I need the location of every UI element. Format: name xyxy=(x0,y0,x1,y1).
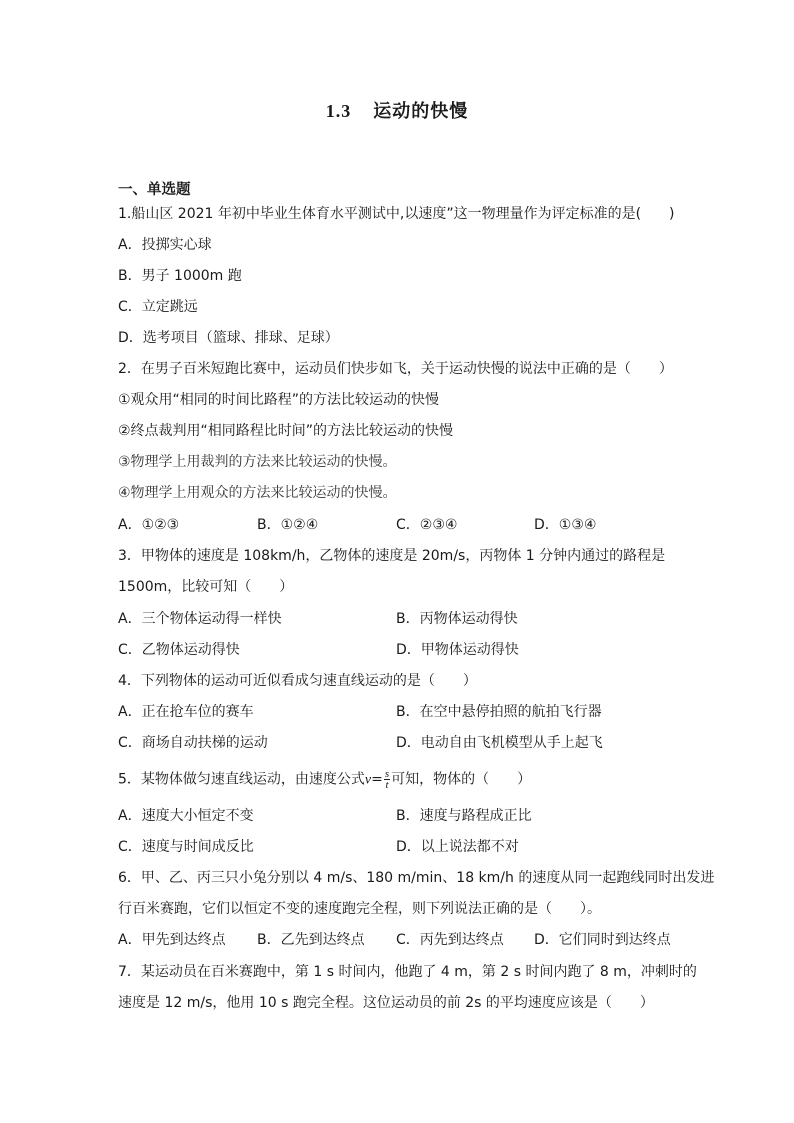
question-1-option-c: C．立定跳远 xyxy=(118,299,198,315)
question-4-stem: 4．下列物体的运动可近似看成匀速直线运动的是（ ） xyxy=(118,673,477,689)
question-4-option-c: C．商场自动扶梯的运动 xyxy=(118,735,268,751)
question-3-option-c: C．乙物体运动得快 xyxy=(118,642,240,658)
formula-equals: = xyxy=(371,771,383,788)
question-2-option-a: A．①②③ xyxy=(118,517,180,533)
question-6-stem-line-1: 6．甲、乙、丙三只小兔分别以 4 m/s、180 m/min、18 km/h 的速度从同一起跑线同时出发进 xyxy=(118,870,715,886)
question-6-option-c: C．丙先到达终点 xyxy=(396,932,504,948)
lesson-number: 1.3 xyxy=(325,101,352,121)
question-6-option-a: A．甲先到达终点 xyxy=(118,932,226,948)
question-5-stem-prefix: 5．某物体做匀速直线运动，由速度公式 xyxy=(118,771,365,788)
question-1-option-a: A．投掷实心球 xyxy=(118,237,212,253)
question-6-stem-line-2: 行百米赛跑，它们以恒定不变的速度跑完全程，则下列说法正确的是（ ）。 xyxy=(118,901,601,917)
page-title xyxy=(0,97,794,123)
question-3-stem-line-1: 3．甲物体的速度是 108km/h，乙物体的速度是 20m/s，丙物体 1 分钟内通过的路程是 xyxy=(118,548,666,564)
question-2-option-c: C．②③④ xyxy=(396,517,458,533)
question-2-statement-2: ②终点裁判用“相同路程比时间”的方法比较运动的快慢 xyxy=(118,423,454,439)
section-heading: 一、单选题 xyxy=(118,182,191,198)
question-3-option-a: A．三个物体运动得一样快 xyxy=(118,611,282,627)
formula-fraction xyxy=(384,769,390,790)
formula-velocity-symbol: v xyxy=(364,772,372,788)
lesson-title: 运动的快慢 xyxy=(373,101,469,122)
question-3-option-b: B．丙物体运动得快 xyxy=(396,611,518,627)
question-5-option-d: D．以上说法都不对 xyxy=(396,839,519,855)
question-5-option-c: C．速度与时间成反比 xyxy=(118,839,254,855)
question-2-option-b: B．①②④ xyxy=(257,517,319,533)
question-6-option-d: D．它们同时到达终点 xyxy=(534,932,671,948)
formula-numerator: s xyxy=(384,768,390,780)
question-2-statement-3: ③物理学上用裁判的方法来比较运动的快慢。 xyxy=(118,454,397,470)
question-1-option-b: B．男子 1000m 跑 xyxy=(118,268,242,284)
question-3-option-d: D．甲物体运动得快 xyxy=(396,642,519,658)
question-2-stem: 2．在男子百米短跑比赛中，运动员们快步如飞，关于运动快慢的说法中正确的是（ ） xyxy=(118,361,673,377)
question-7-stem-line-2: 速度是 12 m/s，他用 10 s 跑完全程。这位运动员的前 2s 的平均速度应该是（ ） xyxy=(118,995,654,1011)
question-2-statement-4: ④物理学上用观众的方法来比较运动的快慢。 xyxy=(118,485,397,501)
question-4-option-b: B．在空中悬停拍照的航拍飞行器 xyxy=(396,704,602,720)
question-3-stem-line-2: 1500m，比较可知（ ） xyxy=(118,579,294,595)
question-1-option-d: D．选考项目（篮球、排球、足球） xyxy=(118,330,339,346)
question-5-option-b: B．速度与路程成正比 xyxy=(396,808,532,824)
question-1-stem: 1.船山区 2021 年初中毕业生体育水平测试中,以速度”这一物理量作为评定标准的是( ) xyxy=(118,206,675,222)
question-5-option-a: A．速度大小恒定不变 xyxy=(118,808,254,824)
question-5-stem xyxy=(118,769,531,791)
formula-denominator: t xyxy=(385,779,389,791)
question-4-option-d: D．电动自由飞机模型从手上起飞 xyxy=(396,735,603,751)
question-2-statement-1: ①观众用“相同的时间比路程”的方法比较运动的快慢 xyxy=(118,392,440,408)
question-4-option-a: A．正在抢车位的赛车 xyxy=(118,704,254,720)
question-2-option-d: D．①③④ xyxy=(534,517,597,533)
question-5-stem-suffix: 可知，物体的（ ） xyxy=(391,771,532,788)
question-6-option-b: B．乙先到达终点 xyxy=(257,932,365,948)
question-7-stem-line-1: 7．某运动员在百米赛跑中，第 1 s 时间内，他跑了 4 m，第 2 s 时间内跑了 8 m，冲刺时的 xyxy=(118,964,697,980)
